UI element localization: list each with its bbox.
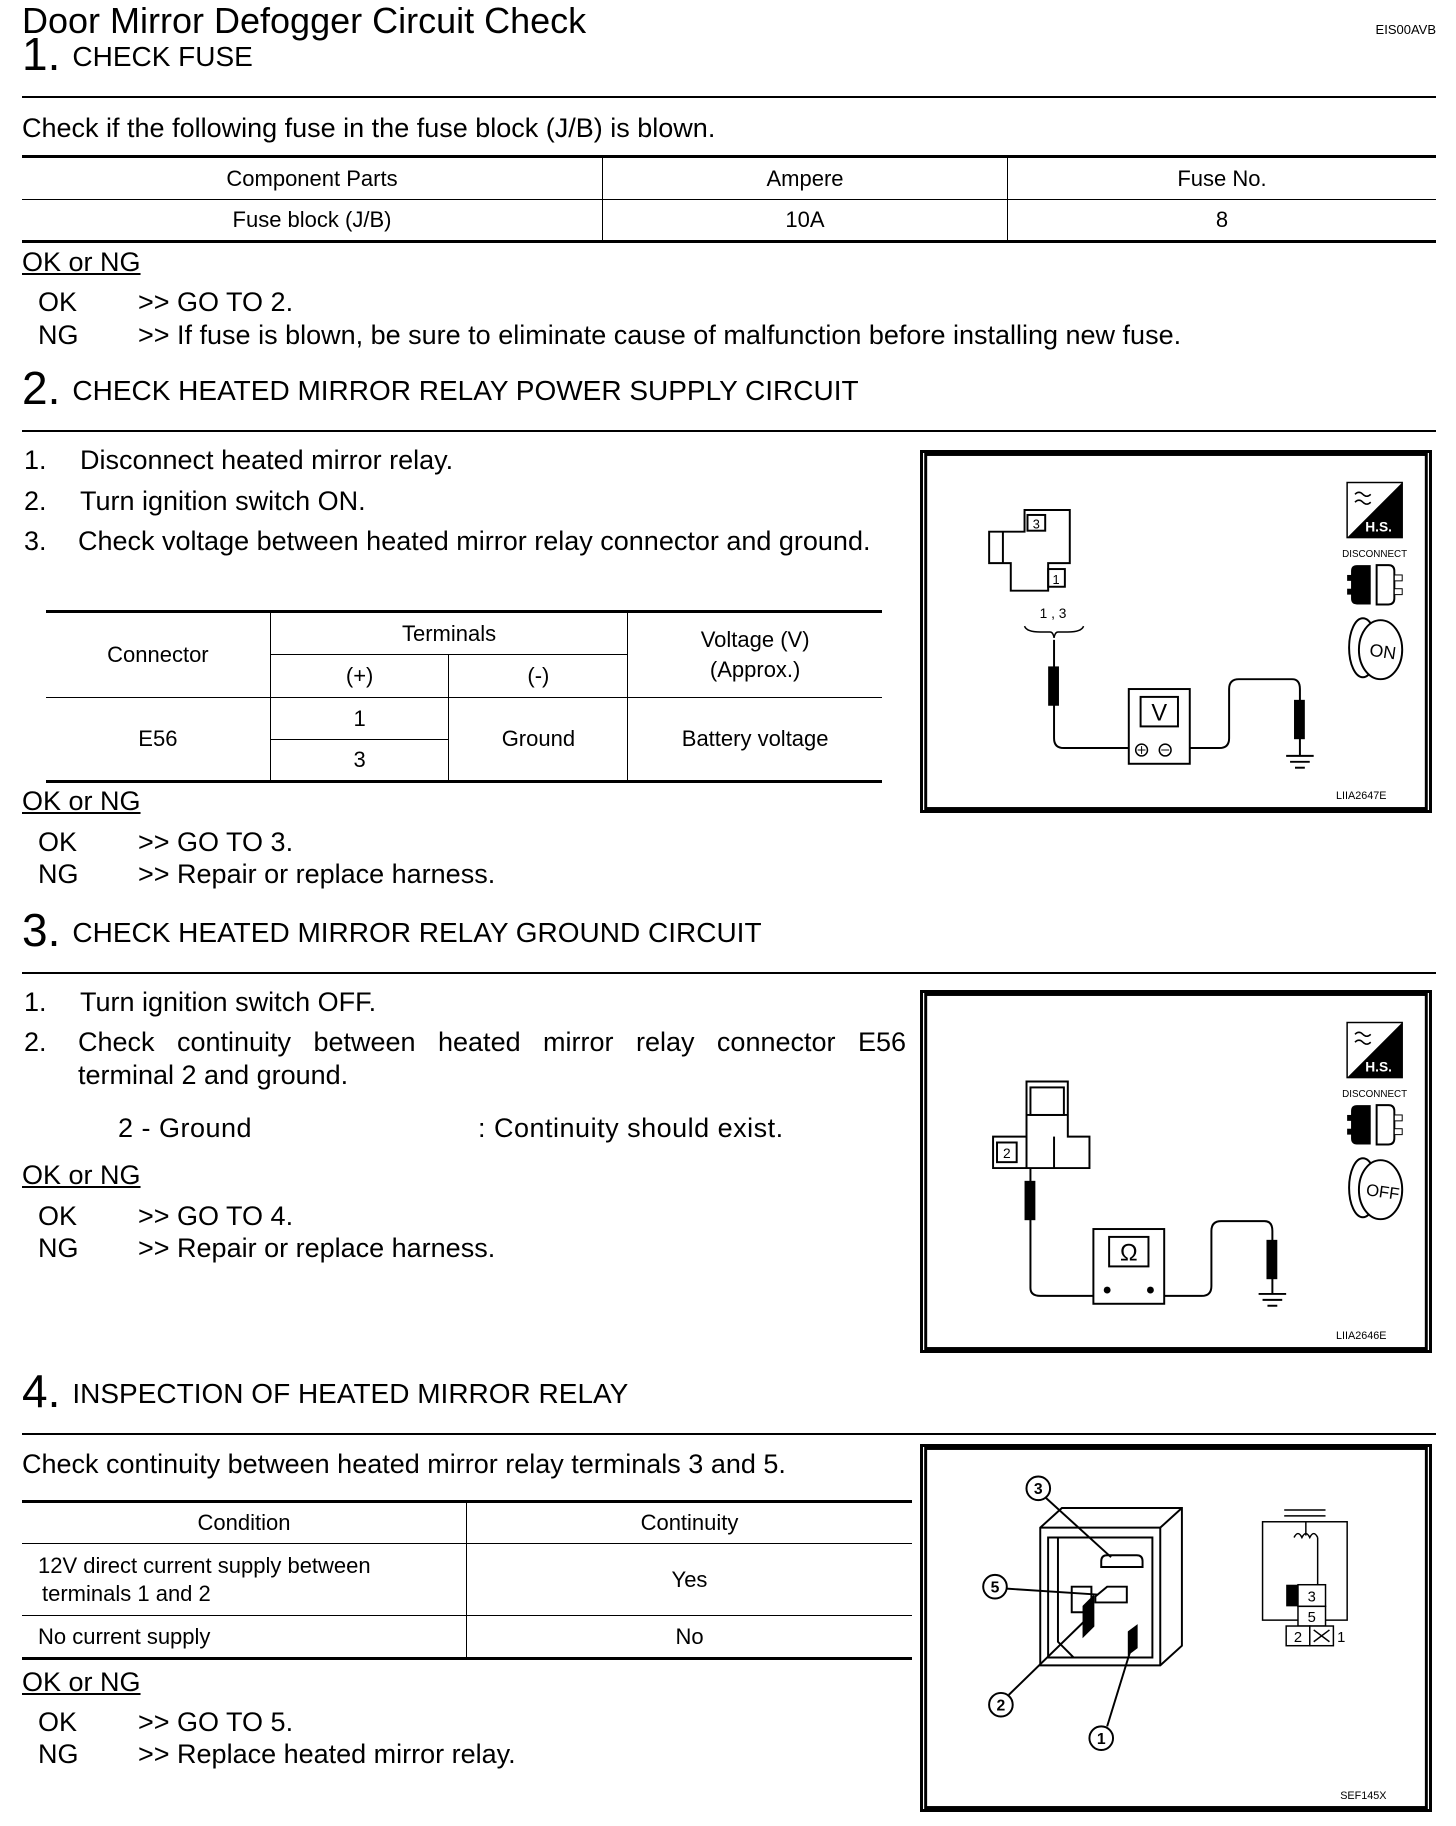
- document-code: EIS00AVB: [1375, 22, 1436, 37]
- section-4-okng-label: OK or NG: [22, 1667, 141, 1697]
- relay-schematic: [1263, 1510, 1348, 1646]
- section-2-okng-label: OK or NG: [22, 786, 141, 816]
- relay-table-cell-condition-2: No current supply: [22, 1616, 467, 1659]
- hs-label: H.S.: [1365, 519, 1392, 535]
- figure-code: LIIA2646E: [1336, 1330, 1387, 1343]
- connector-terminal-2: 2: [1003, 1146, 1011, 1162]
- voltage-table-header-terminals: Terminals: [270, 612, 628, 655]
- ng-text: >> If fuse is blown, be sure to eliminate cause of malfunction before installing new fuse.: [138, 320, 1182, 350]
- section-3-heading: [22, 904, 762, 956]
- step-text: Check voltage between heated mirror relay connector and ground.: [78, 526, 871, 556]
- section-2-number: 2.: [22, 362, 61, 414]
- relay-table-cell-condition-1: [22, 1544, 467, 1616]
- step-number: 3.: [24, 526, 47, 556]
- callout-terminal-5: 5: [990, 1579, 1000, 1597]
- callout-terminal-2: 2: [996, 1697, 1006, 1715]
- section-2-step-2: [22, 485, 366, 518]
- ok-key: OK: [38, 1707, 78, 1737]
- disconnect-label: DISCONNECT: [1342, 1089, 1408, 1101]
- hs-label: H.S.: [1365, 1059, 1392, 1075]
- figure-code: SEF145X: [1340, 1790, 1387, 1803]
- figure-code: LIIA2647E: [1336, 790, 1387, 803]
- voltage-table: [46, 610, 882, 783]
- continuity-spec-result: : Continuity should exist.: [478, 1113, 784, 1143]
- section-4-ng-row: [22, 1738, 516, 1771]
- step-text: Turn ignition switch OFF.: [80, 987, 377, 1017]
- step-text: Check continuity between heated mirror relay connector E56: [78, 1027, 906, 1057]
- schematic-contact: [1286, 1585, 1298, 1607]
- voltage-table-cell-connector: E56: [46, 698, 270, 782]
- step-number: 1.: [24, 987, 47, 1017]
- probe-terminal-label: 1 , 3: [1039, 606, 1067, 622]
- figure-frame: [926, 1448, 1427, 1807]
- fuse-table-header-fuse-no: Fuse No.: [1008, 157, 1437, 200]
- fuse-table-cell-fuse-no: 8: [1215, 207, 1229, 232]
- ok-text: >> GO TO 3.: [138, 827, 294, 857]
- page-title: Door Mirror Defogger Circuit Check: [22, 0, 587, 41]
- fuse-table-header-component: Component Parts: [22, 157, 603, 200]
- voltage-header-line-1: Voltage (V): [700, 627, 810, 652]
- section-4-number: 4.: [22, 1365, 61, 1417]
- schematic-terminal-2: 2: [1293, 1629, 1303, 1646]
- schematic-terminal-3: 3: [1307, 1589, 1316, 1606]
- section-1-number: 1.: [22, 28, 61, 80]
- meter-symbol: Ω: [1119, 1240, 1138, 1267]
- step-number: 2.: [24, 486, 47, 516]
- section-4-ok-row: [22, 1706, 293, 1739]
- step-text: Turn ignition switch ON.: [80, 486, 366, 516]
- section-2-step-3: [22, 525, 906, 558]
- voltage-table-cell-voltage: Battery voltage: [628, 698, 882, 782]
- ok-key: OK: [38, 1201, 78, 1231]
- section-1-heading: [22, 28, 253, 80]
- ng-key: NG: [38, 1233, 79, 1263]
- figure-voltage-check: [920, 450, 1432, 813]
- fuse-table: [22, 155, 1436, 243]
- ng-key: NG: [38, 320, 79, 350]
- section-3-step-1: [22, 986, 376, 1019]
- relay-table-cell-continuity-2: No: [675, 1623, 704, 1649]
- ng-text: >> Repair or replace harness.: [138, 1233, 496, 1263]
- relay-table-header-continuity: Continuity: [467, 1502, 913, 1544]
- relay-continuity-table: [22, 1500, 912, 1660]
- ok-text: >> GO TO 2.: [138, 287, 294, 317]
- ng-key: NG: [38, 1739, 79, 1769]
- section-1-ok-row: [22, 286, 293, 319]
- condition-1-line-2: terminals 1 and 2: [42, 1580, 211, 1606]
- ignition-key-label: OFF: [1364, 1180, 1401, 1204]
- section-2-rule: [22, 430, 1436, 432]
- fuse-table-header-ampere: Ampere: [603, 157, 1008, 200]
- ok-key: OK: [38, 287, 78, 317]
- voltage-table-cell-plus-1: 1: [270, 698, 449, 740]
- section-2-ok-row: [22, 826, 293, 859]
- relay-body: [1040, 1508, 1182, 1665]
- section-3-rule: [22, 972, 1436, 974]
- ok-text: >> GO TO 4.: [138, 1201, 294, 1231]
- probe-brace: [1025, 626, 1084, 638]
- voltage-table-cell-minus: Ground: [449, 698, 628, 782]
- callout-terminal-3: 3: [1033, 1481, 1043, 1499]
- ok-text: >> GO TO 5.: [138, 1707, 294, 1737]
- voltage-table-header-plus: (+): [270, 655, 449, 698]
- disconnect-icon: [1347, 565, 1402, 604]
- meter-symbol: V: [1151, 700, 1168, 727]
- section-4-heading: [22, 1365, 629, 1417]
- disconnect-icon: [1347, 1105, 1402, 1144]
- voltage-table-header-minus: (-): [449, 655, 628, 698]
- step-text-continued: terminal 2 and ground.: [78, 1060, 349, 1090]
- section-3-title: CHECK HEATED MIRROR RELAY GROUND CIRCUIT: [72, 917, 762, 948]
- step-text: Disconnect heated mirror relay.: [80, 445, 454, 475]
- ok-key: OK: [38, 827, 78, 857]
- ng-text: >> Repair or replace harness.: [138, 859, 496, 889]
- section-3-ok-row: [22, 1200, 293, 1233]
- figure-relay-terminals: [920, 1444, 1432, 1812]
- voltage-header-line-2: (Approx.): [709, 657, 801, 682]
- relay-table-cell-continuity-1: Yes: [467, 1544, 913, 1616]
- figure-continuity-check: [920, 990, 1432, 1353]
- connector-terminal-1: 1: [1052, 571, 1060, 587]
- section-3-okng-label: OK or NG: [22, 1160, 141, 1190]
- connector-terminal-3: 3: [1032, 516, 1040, 532]
- condition-1-line-1: 12V direct current supply between: [38, 1552, 371, 1578]
- schematic-terminal-5: 5: [1307, 1610, 1316, 1627]
- section-2-heading: [22, 362, 859, 414]
- ng-key: NG: [38, 859, 79, 889]
- section-1-instruction: Check if the following fuse in the fuse block (J/B) is blown.: [22, 113, 716, 143]
- step-number: 2.: [24, 1027, 47, 1057]
- voltage-table-header-voltage: [628, 612, 882, 698]
- section-1-rule: [22, 96, 1436, 98]
- callout-terminal-1: 1: [1096, 1731, 1106, 1749]
- section-1-ng-row: [22, 319, 1181, 352]
- section-2-step-1: [22, 444, 453, 477]
- ignition-key-label: ON: [1368, 639, 1398, 664]
- section-2-ng-row: [22, 858, 495, 891]
- section-1-okng-label: OK or NG: [22, 247, 141, 277]
- section-3-number: 3.: [22, 904, 61, 956]
- fuse-table-cell-component: Fuse block (J/B): [22, 200, 603, 242]
- section-4-instruction: Check continuity between heated mirror relay terminals 3 and 5.: [22, 1449, 786, 1479]
- section-1-title: CHECK FUSE: [72, 41, 253, 72]
- continuity-spec-terminal: 2 - Ground: [118, 1113, 253, 1143]
- schematic-terminal-1: 1: [1337, 1629, 1346, 1646]
- section-4-title: INSPECTION OF HEATED MIRROR RELAY: [72, 1378, 629, 1409]
- section-3-step-2: [22, 1026, 906, 1092]
- section-4-rule: [22, 1433, 1436, 1435]
- fuse-table-cell-ampere: 10A: [603, 200, 1008, 242]
- voltage-table-header-connector: Connector: [46, 612, 270, 698]
- step-number: 1.: [24, 445, 47, 475]
- section-2-title: CHECK HEATED MIRROR RELAY POWER SUPPLY CIRCUIT: [72, 375, 859, 406]
- section-3-ng-row: [22, 1232, 495, 1265]
- voltage-table-cell-plus-2: 3: [270, 740, 449, 782]
- disconnect-label: DISCONNECT: [1342, 549, 1408, 561]
- relay-table-header-condition: Condition: [22, 1502, 467, 1544]
- ng-text: >> Replace heated mirror relay.: [138, 1739, 516, 1769]
